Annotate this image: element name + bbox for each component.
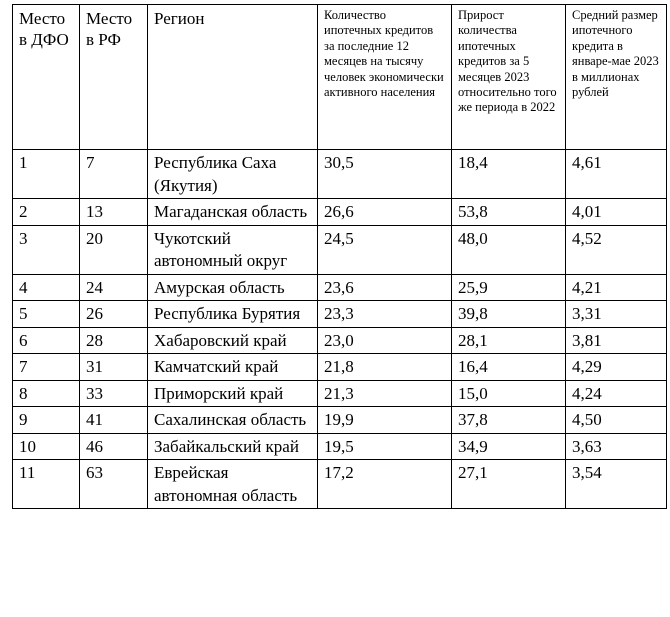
cell-rank-dfo: 9 xyxy=(13,407,80,434)
cell-average-loan-size: 3,54 xyxy=(566,460,667,509)
cell-region: Камчатский край xyxy=(148,354,318,381)
cell-average-loan-size: 4,50 xyxy=(566,407,667,434)
cell-rank-rf: 26 xyxy=(80,301,148,328)
cell-region: Еврейская автономная область xyxy=(148,460,318,509)
cell-loan-growth: 16,4 xyxy=(452,354,566,381)
cell-rank-rf: 24 xyxy=(80,274,148,301)
cell-loan-growth: 53,8 xyxy=(452,199,566,226)
cell-rank-rf: 20 xyxy=(80,225,148,274)
cell-loans-per-thousand: 26,6 xyxy=(318,199,452,226)
table-row xyxy=(13,407,667,434)
cell-region: Амурская область xyxy=(148,274,318,301)
cell-average-loan-size: 3,63 xyxy=(566,433,667,460)
cell-rank-dfo: 11 xyxy=(13,460,80,509)
table-row xyxy=(13,327,667,354)
table-row xyxy=(13,433,667,460)
cell-loan-growth: 39,8 xyxy=(452,301,566,328)
cell-average-loan-size: 4,01 xyxy=(566,199,667,226)
cell-rank-dfo: 7 xyxy=(13,354,80,381)
cell-average-loan-size: 4,24 xyxy=(566,380,667,407)
cell-rank-dfo: 3 xyxy=(13,225,80,274)
header-region: Регион xyxy=(148,5,318,150)
header-rank-dfo: Место в ДФО xyxy=(13,5,80,150)
cell-loans-per-thousand: 23,0 xyxy=(318,327,452,354)
cell-rank-rf: 13 xyxy=(80,199,148,226)
cell-average-loan-size: 4,29 xyxy=(566,354,667,381)
header-loan-growth: Прирост количества ипотечных кредитов за 5 месяцев 2023 относительно того же периода в 2022 xyxy=(452,5,566,150)
cell-loans-per-thousand: 19,5 xyxy=(318,433,452,460)
cell-loans-per-thousand: 21,8 xyxy=(318,354,452,381)
cell-rank-dfo: 8 xyxy=(13,380,80,407)
cell-rank-dfo: 6 xyxy=(13,327,80,354)
cell-region: Магаданская область xyxy=(148,199,318,226)
cell-rank-dfo: 4 xyxy=(13,274,80,301)
cell-loans-per-thousand: 21,3 xyxy=(318,380,452,407)
cell-rank-rf: 46 xyxy=(80,433,148,460)
header-loans-per-thousand: Количество ипотечных кредитов за последние 12 месяцев на тысячу человек экономически активного населения xyxy=(318,5,452,150)
table-row xyxy=(13,354,667,381)
cell-region: Хабаровский край xyxy=(148,327,318,354)
cell-loan-growth: 15,0 xyxy=(452,380,566,407)
cell-loan-growth: 27,1 xyxy=(452,460,566,509)
cell-average-loan-size: 4,52 xyxy=(566,225,667,274)
table-row xyxy=(13,380,667,407)
cell-loans-per-thousand: 23,6 xyxy=(318,274,452,301)
cell-loans-per-thousand: 30,5 xyxy=(318,150,452,199)
cell-average-loan-size: 3,31 xyxy=(566,301,667,328)
table-row xyxy=(13,225,667,274)
table-header-row xyxy=(13,5,667,150)
cell-region: Сахалинская область xyxy=(148,407,318,434)
table-row xyxy=(13,301,667,328)
cell-loan-growth: 25,9 xyxy=(452,274,566,301)
cell-loans-per-thousand: 19,9 xyxy=(318,407,452,434)
table-row xyxy=(13,199,667,226)
cell-average-loan-size: 4,61 xyxy=(566,150,667,199)
cell-region: Забайкальский край xyxy=(148,433,318,460)
cell-rank-dfo: 5 xyxy=(13,301,80,328)
cell-loans-per-thousand: 17,2 xyxy=(318,460,452,509)
cell-loan-growth: 18,4 xyxy=(452,150,566,199)
cell-region: Приморский край xyxy=(148,380,318,407)
table-row xyxy=(13,274,667,301)
table-row xyxy=(13,150,667,199)
cell-region: Республика Саха (Якутия) xyxy=(148,150,318,199)
cell-rank-rf: 7 xyxy=(80,150,148,199)
cell-rank-dfo: 10 xyxy=(13,433,80,460)
cell-region: Республика Бурятия xyxy=(148,301,318,328)
cell-rank-rf: 41 xyxy=(80,407,148,434)
cell-rank-dfo: 1 xyxy=(13,150,80,199)
cell-rank-rf: 33 xyxy=(80,380,148,407)
cell-rank-rf: 31 xyxy=(80,354,148,381)
cell-loan-growth: 37,8 xyxy=(452,407,566,434)
header-rank-rf: Место в РФ xyxy=(80,5,148,150)
cell-region: Чукотский автономный округ xyxy=(148,225,318,274)
cell-loans-per-thousand: 24,5 xyxy=(318,225,452,274)
cell-average-loan-size: 3,81 xyxy=(566,327,667,354)
cell-rank-dfo: 2 xyxy=(13,199,80,226)
cell-rank-rf: 28 xyxy=(80,327,148,354)
table-row xyxy=(13,460,667,509)
cell-loan-growth: 28,1 xyxy=(452,327,566,354)
mortgage-region-table xyxy=(12,4,667,509)
cell-loans-per-thousand: 23,3 xyxy=(318,301,452,328)
cell-loan-growth: 48,0 xyxy=(452,225,566,274)
table-body xyxy=(13,150,667,509)
cell-average-loan-size: 4,21 xyxy=(566,274,667,301)
cell-rank-rf: 63 xyxy=(80,460,148,509)
header-average-loan-size: Средний размер ипотечного кредита в январе-мае 2023 в миллионах рублей xyxy=(566,5,667,150)
cell-loan-growth: 34,9 xyxy=(452,433,566,460)
